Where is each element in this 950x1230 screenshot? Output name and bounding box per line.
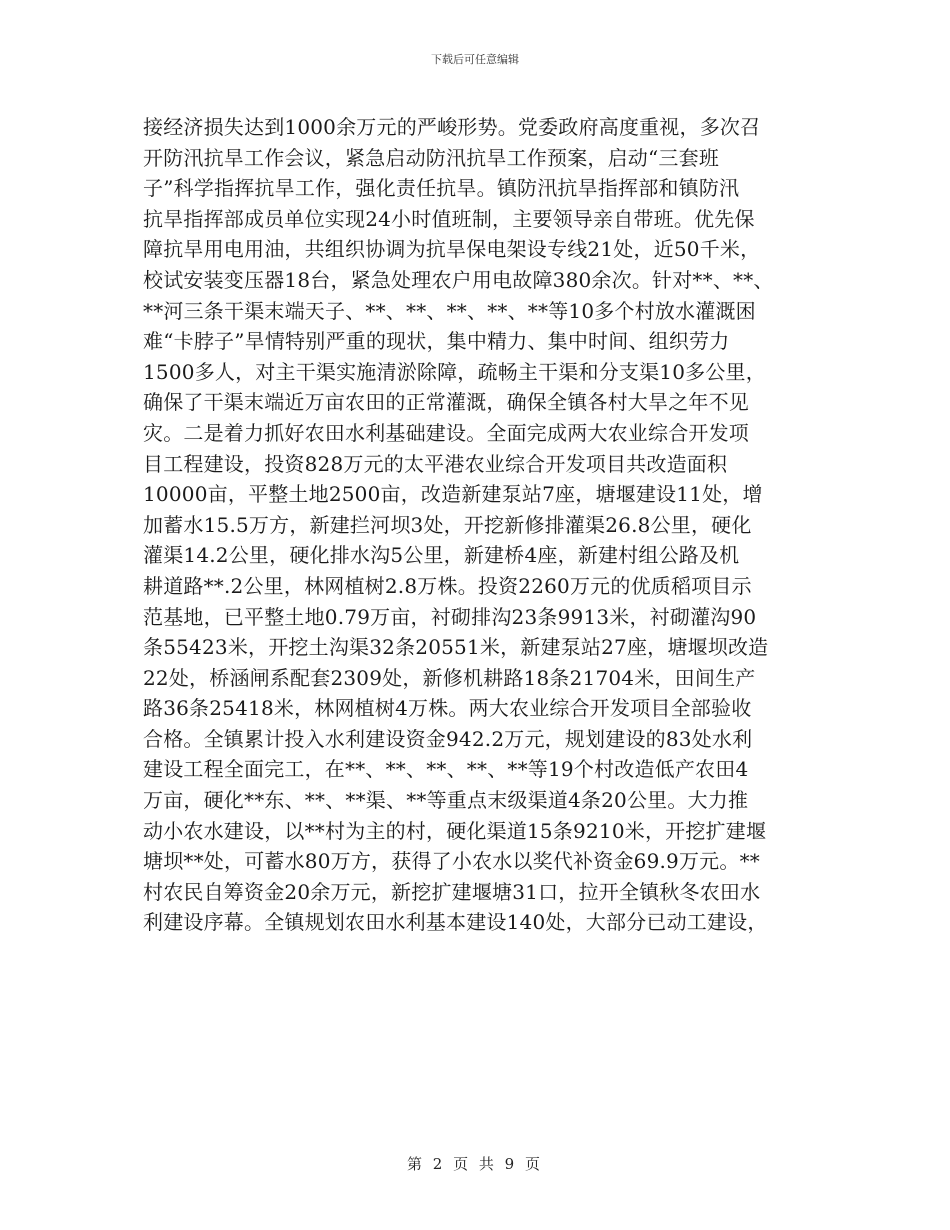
text-line: 灌渠14.2公里，硬化排水沟5公里，新建桥4座，新建村组公路及机 <box>143 543 740 568</box>
text-line: 范基地，已平整土地0.79万亩，衬砌排沟23条9913米，衬砌灌沟90 <box>143 604 757 629</box>
text-line: 耕道路**.2公里，林网植树2.8万株。投资2260万元的优质稻项目示 <box>143 573 752 598</box>
text-line: 开防汛抗旱工作会议，紧急启动防汛抗旱工作预案，启动“三套班 <box>143 145 720 170</box>
page-number-footer: 第 2 页 共 9 页 <box>407 1155 543 1173</box>
text-line: 10000亩，平整土地2500亩，改造新建泵站7座，塘堰建设11处，增 <box>143 482 763 507</box>
text-line: 目工程建设，投资828万元的太平港农业综合开发项目共改造面积 <box>143 451 728 476</box>
text-line: 利建设序幕。全镇规划农田水利基本建设140处，大部分已动工建设， <box>143 910 768 935</box>
text-line: 接经济损失达到1000余万元的严峻形势。党委政府高度重视，多次召 <box>143 115 761 139</box>
text-line: 障抗旱用电用油，共组织协调为抗旱保电架设专线21处，近50千米， <box>143 237 761 262</box>
text-line: 确保了干渠末端近万亩农田的正常灌溉，确保全镇各村大旱之年不见 <box>143 390 749 415</box>
page-header: 下载后可任意编辑 <box>431 53 519 66</box>
text-line: 条55423米，开挖土沟渠32条20551米，新建泵站27座，塘堰坝改造 <box>143 635 769 660</box>
text-line: 校试安装变压器18台，紧急处理农户用电故障380余次。针对**、**、 <box>143 267 774 292</box>
text-line: 万亩，硬化**东、**、**渠、**等重点末级渠道4条20公里。大力推 <box>143 788 749 813</box>
text-line: 抗旱指挥部成员单位实现24小时值班制，主要领导亲自带班。优先保 <box>143 206 755 231</box>
document-body <box>143 112 811 938</box>
text-line: 1500多人，对主干渠实施清淤除障，疏畅主干渠和分支渠10多公里， <box>143 359 766 384</box>
text-line: 村农民自筹资金20余万元，新挖扩建堰塘31口，拉开全镇秋冬农田水 <box>143 879 761 904</box>
text-line: 路36条25418米，林网植树4万株。两大农业综合开发项目全部验收 <box>143 696 752 721</box>
text-line: 动小农水建设，以**村为主的村，硬化渠道15条9210米，开挖扩建堰 <box>143 818 767 843</box>
text-line: 灾。二是着力抓好农田水利基础建设。全面完成两大农业综合开发项 <box>143 420 749 445</box>
text-line: **河三条干渠末端天子、**、**、**、**、**等10多个村放水灌溉困 <box>143 298 756 323</box>
text-line: 合格。全镇累计投入水利建设资金942.2万元，规划建设的83处水利 <box>143 726 753 751</box>
text-line: 难“卡脖子”旱情特别严重的现状，集中精力、集中时间、组织劳力 <box>143 329 730 354</box>
text-line: 22处，桥涵闸系配套2309处，新修机耕路18条21704米，田间生产 <box>143 665 756 690</box>
text-line: 子”科学指挥抗旱工作，强化责任抗旱。镇防汛抗旱指挥部和镇防汛 <box>143 176 740 201</box>
text-line: 塘坝**处，可蓄水80万方，获得了小农水以奖代补资金69.9万元。** <box>143 849 760 874</box>
text-line: 建设工程全面完工，在**、**、**、**、**等19个村改造低产农田4 <box>143 757 749 782</box>
text-line: 加蓄水15.5万方，新建拦河坝3处，开挖新修排灌渠26.8公里，硬化 <box>143 512 752 537</box>
